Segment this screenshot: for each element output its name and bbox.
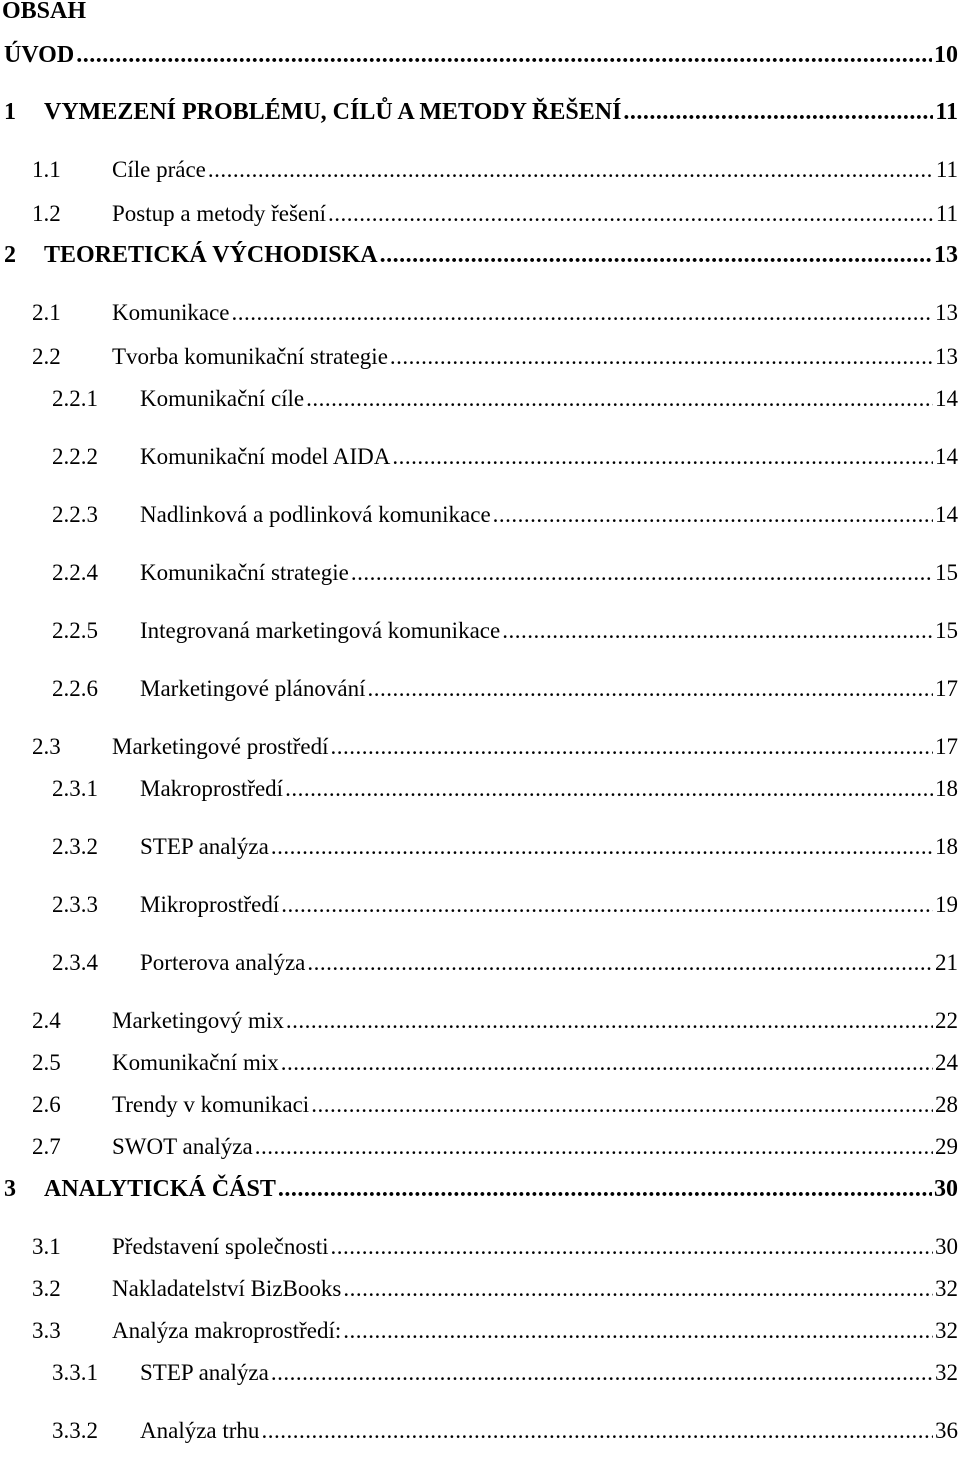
toc-entry-number: 2.2 xyxy=(32,344,61,369)
toc-entry[interactable] xyxy=(32,1232,958,1262)
toc-dot-leader xyxy=(331,732,933,762)
toc-entry-page-number: 14 xyxy=(935,444,958,469)
toc-dot-leader xyxy=(208,155,934,185)
toc-dot-leader xyxy=(351,558,933,588)
toc-entry-title: ÚVOD xyxy=(4,42,75,68)
toc-dot-leader xyxy=(380,240,932,270)
toc-entry-number: 3.3 xyxy=(32,1318,61,1343)
toc-entry-page-number: 18 xyxy=(935,834,958,859)
toc-entry-title: STEP analýza xyxy=(140,1360,269,1385)
toc-entry[interactable] xyxy=(52,616,958,646)
toc-dot-leader xyxy=(367,674,933,704)
toc-entry-number: 2.2.3 xyxy=(52,502,98,527)
toc-entry-number: 2.2.4 xyxy=(52,560,98,585)
toc-entry-page-number: 13 xyxy=(934,242,958,268)
toc-entry-page-number: 24 xyxy=(935,1050,958,1075)
toc-dot-leader xyxy=(343,1274,933,1304)
toc-entry-title: TEORETICKÁ VÝCHODISKA xyxy=(44,242,378,268)
toc-entry-number: 2.3.3 xyxy=(52,892,98,917)
toc-entry-title: Nakladatelství BizBooks xyxy=(112,1276,342,1301)
toc-entry-title: Představení společnosti xyxy=(112,1234,329,1259)
toc-entry-page-number: 15 xyxy=(935,560,958,585)
toc-entry[interactable] xyxy=(52,500,958,530)
toc-entry-title: VYMEZENÍ PROBLÉMU, CÍLŮ A METODY ŘEŠENÍ xyxy=(44,99,622,125)
toc-entry-page-number: 13 xyxy=(935,300,958,325)
toc-dot-leader xyxy=(285,774,933,804)
toc-entry-number: 1.1 xyxy=(32,157,61,182)
toc-dot-leader xyxy=(306,384,933,414)
toc-entry[interactable] xyxy=(32,1048,958,1078)
toc-entry-number: 3.3.1 xyxy=(52,1360,98,1385)
toc-entry[interactable] xyxy=(32,342,958,372)
toc-entry-page-number: 17 xyxy=(935,734,958,759)
toc-entry[interactable] xyxy=(32,1006,958,1036)
toc-entry-title: Marketingové plánování xyxy=(140,676,366,701)
toc-entry-page-number: 36 xyxy=(935,1418,958,1443)
toc-entry-title: ANALYTICKÁ ČÁST xyxy=(44,1176,276,1202)
toc-entry-number: 3.2 xyxy=(32,1276,61,1301)
toc-dot-leader xyxy=(502,616,933,646)
toc-entry[interactable] xyxy=(52,558,958,588)
toc-entry-title: Postup a metody řešení xyxy=(112,201,326,226)
toc-entry-title: Marketingový mix xyxy=(112,1008,284,1033)
toc-entry-page-number: 11 xyxy=(935,99,958,125)
toc-entry-page-number: 21 xyxy=(935,950,958,975)
toc-entry[interactable] xyxy=(52,1358,958,1388)
toc-entry-number: 2.3.2 xyxy=(52,834,98,859)
toc-entry[interactable] xyxy=(52,890,958,920)
toc-entry[interactable] xyxy=(32,732,958,762)
toc-entry-page-number: 18 xyxy=(935,776,958,801)
toc-dot-leader xyxy=(76,40,932,70)
toc-entry-number: 3 xyxy=(4,1176,16,1202)
toc-dot-leader xyxy=(311,1090,933,1120)
toc-entry-page-number: 14 xyxy=(935,386,958,411)
toc-entry-title: Makroprostředí xyxy=(140,776,284,801)
toc-entry-page-number: 30 xyxy=(934,1176,958,1202)
toc-entry-number: 3.1 xyxy=(32,1234,61,1259)
toc-entry-title: Komunikace xyxy=(112,300,230,325)
toc-dot-leader xyxy=(232,298,933,328)
toc-entry[interactable] xyxy=(32,155,958,185)
toc-dot-leader xyxy=(392,442,933,472)
toc-entry-title: SWOT analýza xyxy=(112,1134,253,1159)
toc-entry-page-number: 10 xyxy=(934,42,958,68)
toc-entry-number: 2.1 xyxy=(32,300,61,325)
page-heading: OBSAH xyxy=(2,0,87,24)
toc-entry-title: Cíle práce xyxy=(112,157,206,182)
toc-dot-leader xyxy=(281,1048,933,1078)
toc-dot-leader xyxy=(261,1416,933,1446)
toc-entry[interactable] xyxy=(4,1174,958,1204)
toc-entry[interactable] xyxy=(52,774,958,804)
toc-entry-number: 2.7 xyxy=(32,1134,61,1159)
toc-entry-number: 2.4 xyxy=(32,1008,61,1033)
toc-entry-page-number: 29 xyxy=(935,1134,958,1159)
toc-entry-title: Marketingové prostředí xyxy=(112,734,329,759)
toc-entry-title: Analýza makroprostředí: xyxy=(112,1318,342,1343)
toc-dot-leader xyxy=(343,1316,933,1346)
toc-entry-page-number: 32 xyxy=(935,1360,958,1385)
toc-dot-leader xyxy=(281,890,933,920)
toc-entry[interactable] xyxy=(52,948,958,978)
toc-entry[interactable] xyxy=(4,40,958,70)
toc-entry-page-number: 22 xyxy=(935,1008,958,1033)
toc-entry-number: 2.5 xyxy=(32,1050,61,1075)
toc-entry-number: 2.2.1 xyxy=(52,386,98,411)
toc-dot-leader xyxy=(390,342,933,372)
toc-entry[interactable] xyxy=(4,97,958,127)
toc-entry-page-number: 17 xyxy=(935,676,958,701)
toc-entry-title: Nadlinková a podlinková komunikace xyxy=(140,502,491,527)
toc-entry[interactable] xyxy=(32,1316,958,1346)
toc-entry-page-number: 14 xyxy=(935,502,958,527)
toc-dot-leader xyxy=(271,1358,933,1388)
toc-entry[interactable] xyxy=(52,384,958,414)
toc-entry-title: Komunikační mix xyxy=(112,1050,279,1075)
toc-entry-number: 2.6 xyxy=(32,1092,61,1117)
toc-dot-leader xyxy=(623,97,933,127)
toc-entry[interactable] xyxy=(32,1274,958,1304)
toc-entry-number: 2.2.2 xyxy=(52,444,98,469)
toc-entry-number: 1.2 xyxy=(32,201,61,226)
toc-entry-number: 2.3.1 xyxy=(52,776,98,801)
toc-dot-leader xyxy=(278,1174,932,1204)
toc-entry-page-number: 30 xyxy=(935,1234,958,1259)
toc-entry-title: STEP analýza xyxy=(140,834,269,859)
toc-entry-number: 3.3.2 xyxy=(52,1418,98,1443)
toc-entry[interactable] xyxy=(32,1090,958,1120)
toc-entry[interactable] xyxy=(32,298,958,328)
toc-entry[interactable] xyxy=(52,832,958,862)
toc-entry-title: Integrovaná marketingová komunikace xyxy=(140,618,501,643)
toc-entry-number: 2.3 xyxy=(32,734,61,759)
toc-entry[interactable] xyxy=(32,1132,958,1162)
toc-entry-number: 2.2.5 xyxy=(52,618,98,643)
toc-entry-page-number: 28 xyxy=(935,1092,958,1117)
toc-entry[interactable] xyxy=(52,674,958,704)
toc-entry-number: 1 xyxy=(4,99,16,125)
toc-entry-page-number: 11 xyxy=(935,201,958,226)
toc-entry-title: Komunikační model AIDA xyxy=(140,444,391,469)
toc-dot-leader xyxy=(286,1006,933,1036)
toc-dot-leader xyxy=(328,199,934,229)
toc-entry-title: Komunikační cíle xyxy=(140,386,305,411)
toc-entry-page-number: 13 xyxy=(935,344,958,369)
toc-entry-number: 2.3.4 xyxy=(52,950,98,975)
toc-entry-page-number: 32 xyxy=(935,1276,958,1301)
toc-entry-number: 2.2.6 xyxy=(52,676,98,701)
toc-entry-title: Komunikační strategie xyxy=(140,560,349,585)
toc-entry-title: Mikroprostředí xyxy=(140,892,280,917)
toc-entry-number: 2 xyxy=(4,242,16,268)
toc-entry[interactable] xyxy=(52,1416,958,1446)
toc-entry-page-number: 11 xyxy=(935,157,958,182)
toc-entry-page-number: 32 xyxy=(935,1318,958,1343)
toc-dot-leader xyxy=(331,1232,933,1262)
toc-entry-title: Analýza trhu xyxy=(140,1418,260,1443)
toc-dot-leader xyxy=(255,1132,933,1162)
toc-entry-page-number: 19 xyxy=(935,892,958,917)
toc-dot-leader xyxy=(271,832,933,862)
toc-entry-page-number: 15 xyxy=(935,618,958,643)
toc-entry-title: Tvorba komunikační strategie xyxy=(112,344,388,369)
toc-dot-leader xyxy=(493,500,933,530)
toc-dot-leader xyxy=(307,948,933,978)
toc-entry[interactable] xyxy=(4,240,958,270)
toc-entry-title: Porterova analýza xyxy=(140,950,306,975)
toc-entry-title: Trendy v komunikaci xyxy=(112,1092,310,1117)
toc-entry[interactable] xyxy=(52,442,958,472)
toc-entry[interactable] xyxy=(32,199,958,229)
